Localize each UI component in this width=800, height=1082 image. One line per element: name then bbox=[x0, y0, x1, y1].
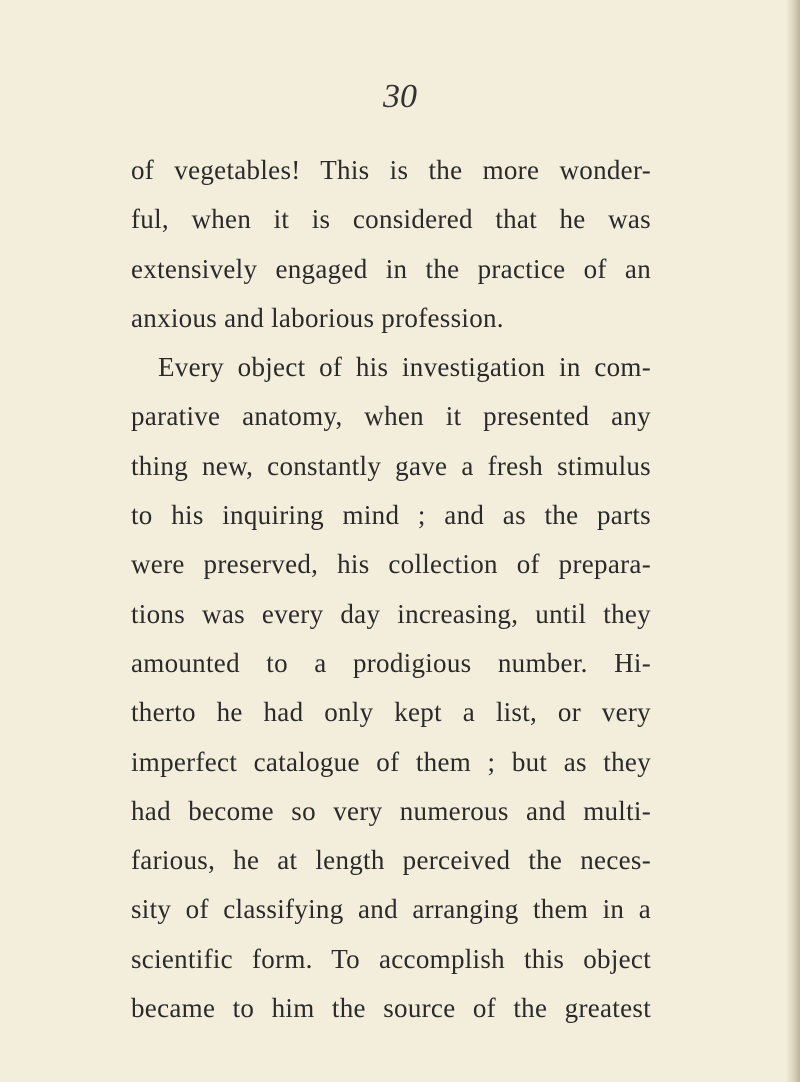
paragraph-start-line: Every object of his investigation in com- bbox=[158, 352, 651, 383]
text-line: farious, he at length perceived the neces- bbox=[131, 845, 651, 876]
text-line: ful, when it is considered that he was bbox=[131, 204, 651, 235]
text-line: to his inquiring mind ; and as the parts bbox=[131, 500, 651, 531]
body-text bbox=[131, 146, 651, 1033]
text-line: thing new, constantly gave a fresh stimulus bbox=[131, 450, 651, 481]
page-edge-shadow bbox=[786, 0, 800, 1082]
text-line: were preserved, his collection of prepara- bbox=[131, 549, 651, 580]
text-line: therto he had only kept a list, or very bbox=[131, 697, 651, 728]
text-line: anxious and laborious profession. bbox=[131, 302, 504, 333]
text-line: tions was every day increasing, until they bbox=[131, 598, 651, 629]
text-line: parative anatomy, when it presented any bbox=[131, 401, 651, 432]
page-number: 30 bbox=[383, 78, 417, 115]
text-line: had become so very numerous and multi- bbox=[131, 795, 651, 826]
text-line: extensively engaged in the practice of an bbox=[131, 253, 651, 284]
text-line: scientific form. To accomplish this object bbox=[131, 943, 651, 974]
text-line: of vegetables! This is the more wonder- bbox=[131, 155, 651, 185]
text-line: sity of classifying and arranging them in a bbox=[131, 894, 651, 925]
text-line: imperfect catalogue of them ; but as they bbox=[131, 746, 651, 777]
text-line: amounted to a prodigious number. Hi- bbox=[131, 647, 651, 678]
text-line: became to him the source of the greatest bbox=[131, 993, 651, 1024]
